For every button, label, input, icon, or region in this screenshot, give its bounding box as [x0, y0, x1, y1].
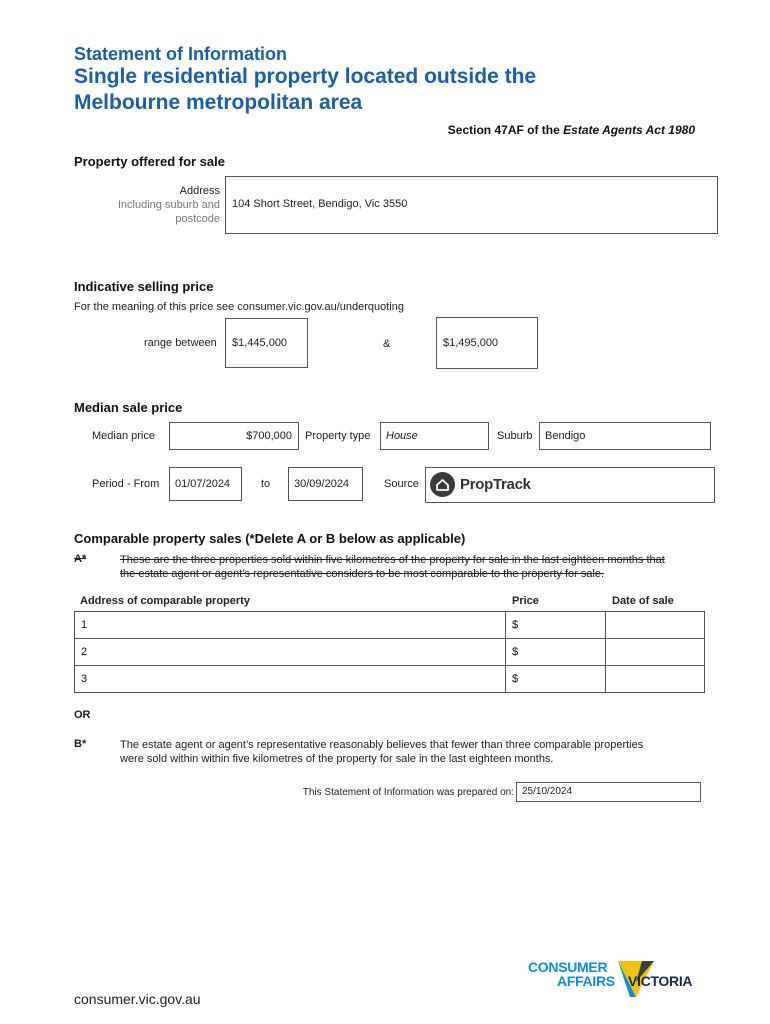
address-cell[interactable]: 2 [75, 639, 506, 666]
title-line-1: Single residential property located outside the [74, 65, 537, 88]
period-from-value: 01/07/2024 [175, 478, 231, 490]
prepared-date-field[interactable] [516, 782, 701, 802]
period-to-label: to [261, 478, 271, 490]
logo-victoria-text: VICTORIA [628, 973, 693, 989]
period-from-field[interactable] [169, 467, 242, 501]
address-label [118, 184, 220, 226]
indicative-heading: Indicative selling price [74, 279, 214, 294]
date-cell[interactable] [606, 666, 705, 693]
property-type-label: Property type [305, 430, 371, 442]
date-cell[interactable] [606, 639, 705, 666]
price-high-value: $1,495,000 [443, 337, 499, 349]
underquoting-note: For the meaning of this price see consumer.vic.gov.au/underquoting [74, 301, 404, 313]
price-cell[interactable]: $ [506, 666, 606, 693]
logo-consumer-text: CONSUMER [528, 959, 608, 975]
col-price-header: Price [512, 595, 539, 607]
option-b-marker: B* [74, 738, 87, 750]
option-a-marker: A* [74, 553, 87, 565]
prepared-date-value: 25/10/2024 [522, 786, 573, 797]
period-to-value: 30/09/2024 [294, 478, 350, 490]
col-date-header: Date of sale [612, 595, 674, 607]
doc-type-heading: Statement of Information [74, 44, 288, 64]
option-a-line-1: These are the three properties sold within five kilometres of the property for sale in the last eighteen months that [120, 554, 665, 566]
property-type-value: House [386, 430, 418, 442]
median-price-field[interactable] [169, 422, 299, 450]
suburb-value: Bendigo [545, 430, 586, 442]
col-address-header: Address of comparable property [80, 595, 250, 607]
prepared-on-label: This Statement of Information was prepared on: [302, 787, 514, 798]
option-a-text [120, 553, 665, 581]
price-low-field[interactable] [225, 318, 308, 368]
comparable-table [74, 611, 705, 693]
page-title [74, 64, 674, 116]
comparable-heading: Comparable property sales (*Delete A or B below as applicable) [74, 531, 466, 546]
address-field[interactable] [225, 176, 718, 234]
range-ampersand: & [383, 338, 391, 350]
address-value: 104 Short Street, Bendigo, Vic 3550 [232, 198, 408, 210]
address-label-line-3: postcode [175, 213, 220, 225]
table-row [75, 612, 705, 639]
table-row [75, 666, 705, 693]
source-field[interactable] [425, 467, 715, 503]
address-label-line-2: Including suburb and [117, 199, 220, 211]
price-cell[interactable]: $ [506, 639, 606, 666]
source-value: PropTrack [460, 476, 531, 493]
home-icon [430, 472, 455, 497]
date-cell[interactable] [606, 612, 705, 639]
or-label: OR [74, 709, 91, 721]
median-heading: Median sale price [74, 400, 183, 415]
address-cell[interactable]: 1 [75, 612, 506, 639]
price-cell[interactable]: $ [506, 612, 606, 639]
footer-url[interactable]: consumer.vic.gov.au [74, 991, 201, 1007]
median-price-value: $700,000 [246, 430, 292, 442]
option-b-line-1: The estate agent or agent’s representative reasonably believes that fewer than three comparable properties [120, 739, 644, 751]
price-high-field[interactable] [436, 317, 538, 369]
option-b-text [120, 738, 643, 766]
option-b-line-2: were sold within within five kilometres of the property for sale in the last eighteen months. [120, 753, 554, 765]
price-low-value: $1,445,000 [232, 337, 288, 349]
property-type-field[interactable] [380, 422, 489, 450]
property-heading: Property offered for sale [74, 154, 225, 169]
consumer-affairs-victoria-logo [528, 960, 708, 1006]
suburb-label: Suburb [497, 430, 533, 442]
proptrack-logo-mark [430, 472, 455, 497]
title-line-2: Melbourne metropolitan area [74, 91, 363, 114]
section-reference [448, 123, 695, 137]
logo-affairs-text: AFFAIRS [557, 973, 615, 989]
address-cell[interactable]: 3 [75, 666, 506, 693]
address-label-line-1: Address [179, 185, 220, 197]
median-price-label: Median price [92, 430, 155, 442]
table-row [75, 639, 705, 666]
period-to-field[interactable] [288, 467, 363, 501]
source-label: Source [384, 478, 419, 490]
suburb-field[interactable] [539, 422, 711, 450]
section-ref-act: Estate Agents Act 1980 [563, 123, 695, 137]
option-a-line-2: the estate agent or agent’s representative considers to be most comparable to the property for sale. [120, 568, 605, 580]
period-from-label: Period - From [92, 478, 160, 490]
range-label: range between [144, 337, 217, 349]
section-ref-prefix: Section 47AF of the [447, 123, 560, 137]
